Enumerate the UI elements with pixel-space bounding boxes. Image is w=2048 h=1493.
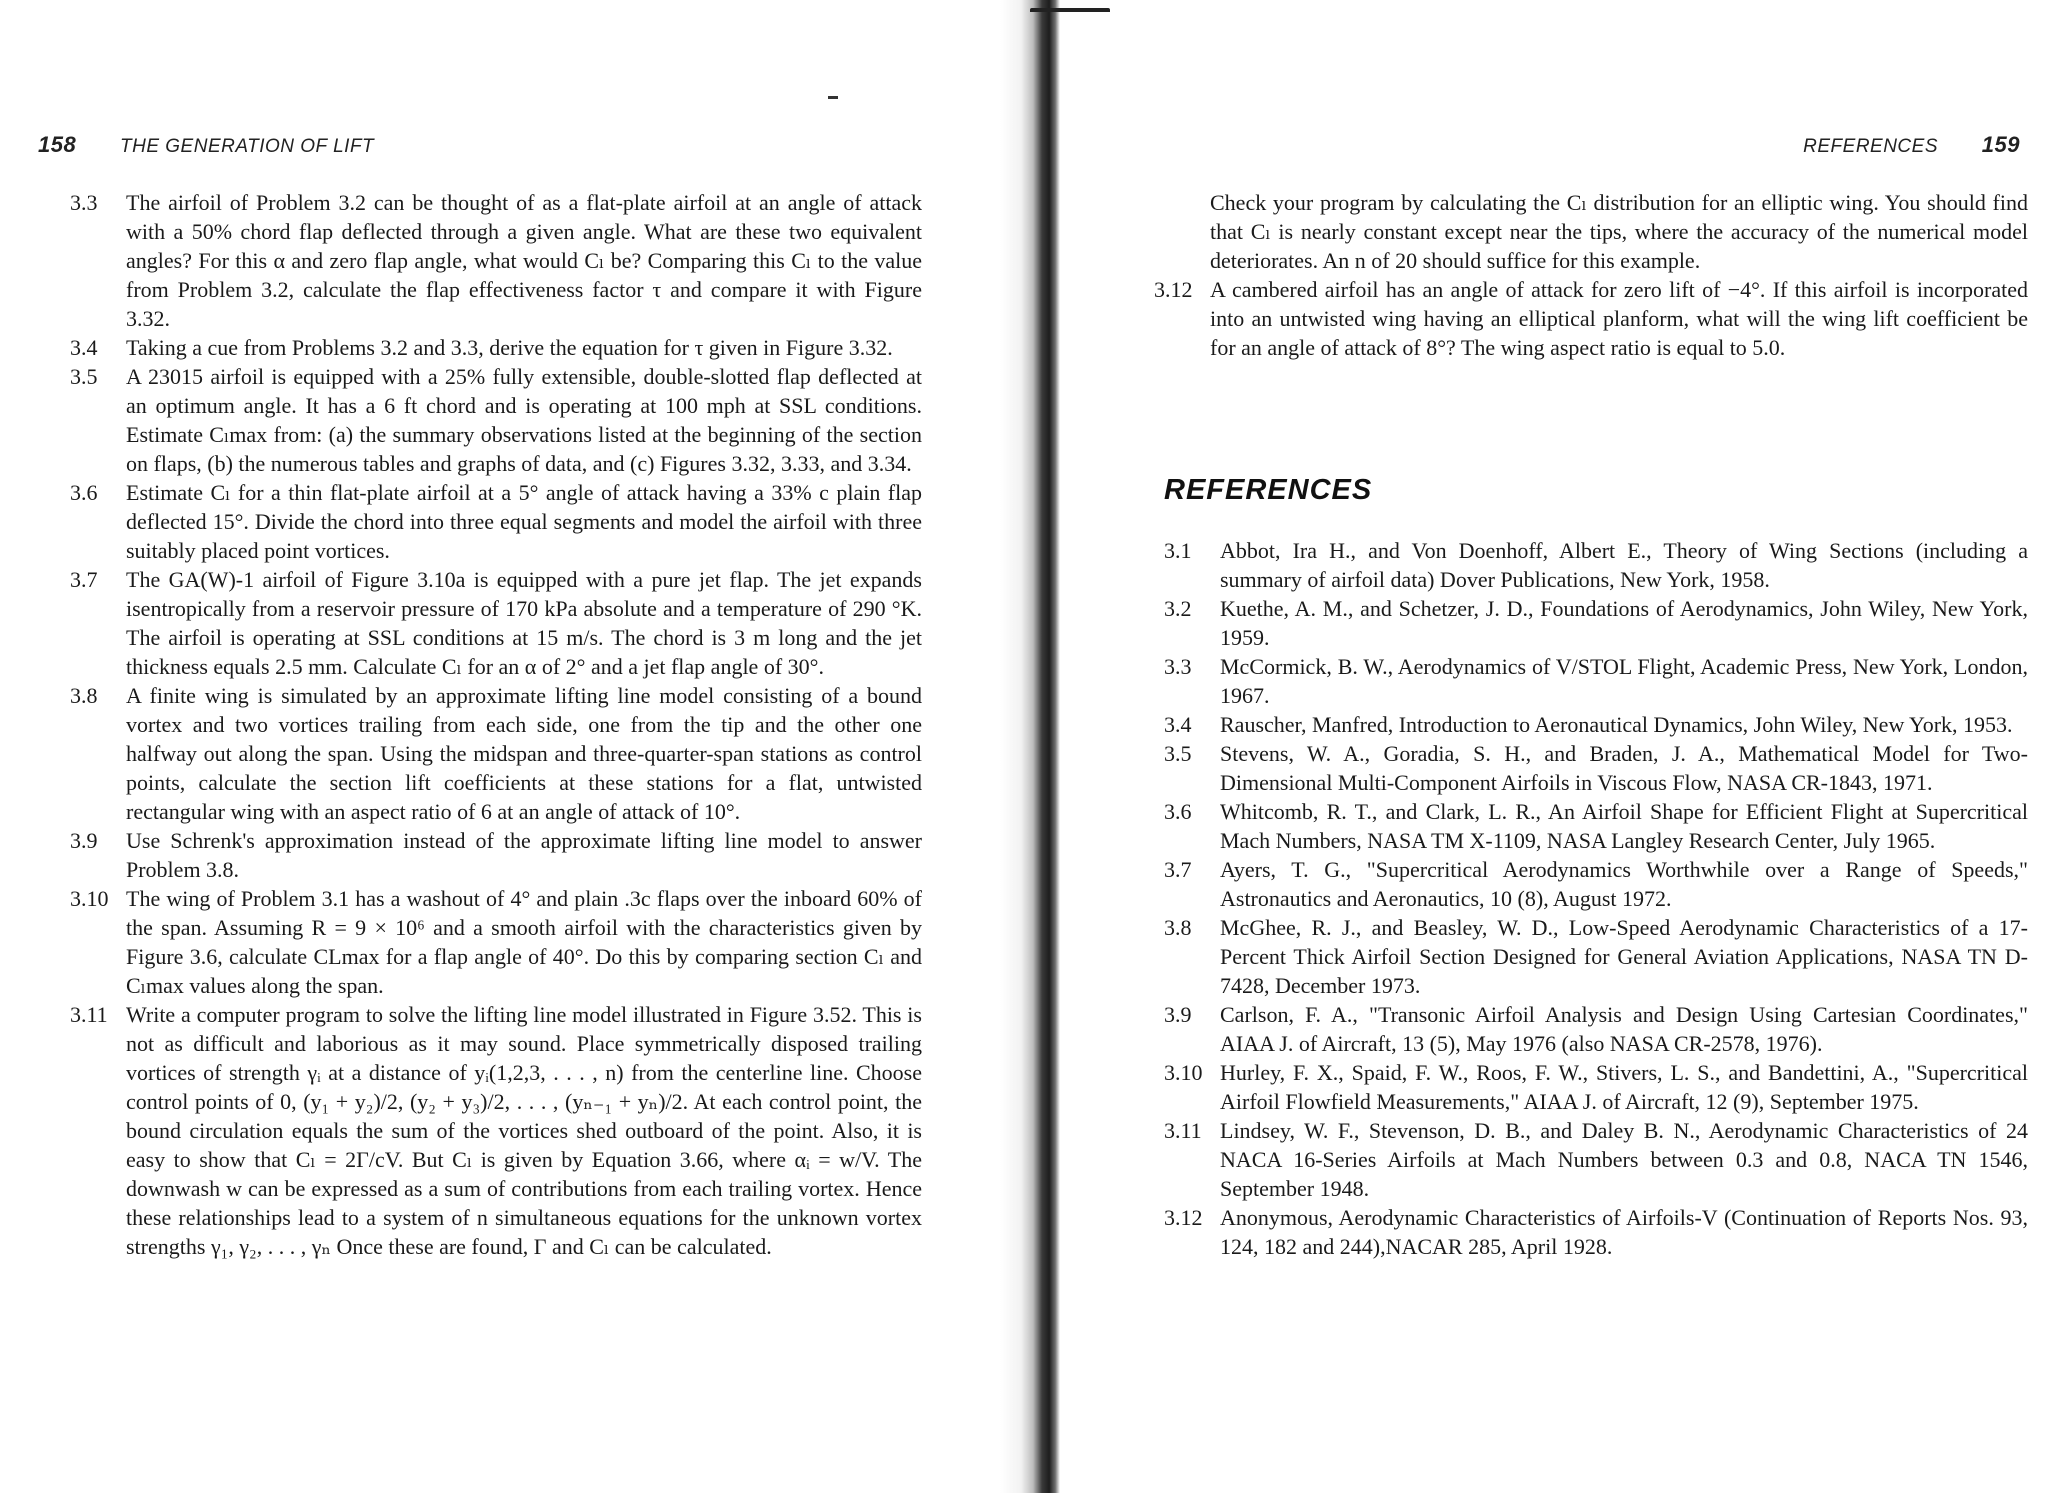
- reference-number: 3.3: [1164, 654, 1192, 679]
- right-page-number: 159: [1981, 132, 2020, 157]
- left-problem-list: [70, 188, 922, 1261]
- reference-text: McGhee, R. J., and Beasley, W. D., Low-Speed Aerodynamic Characteristics of a 17-Percent Thick Airfoil Section Designed for General Aviation Applications, NASA TN D-7428, December 1973.: [1220, 915, 2028, 998]
- reference-item: [1164, 913, 2028, 1000]
- reference-text: Anonymous, Aerodynamic Characteristics of Airfoils-V (Continuation of Reports Nos. 93, 124, 182 and 244),NACAR 285, April 1928.: [1220, 1205, 2028, 1259]
- reference-text: Lindsey, W. F., Stevenson, D. B., and Daley B. N., Aerodynamic Characteristics of 24 NACA 16-Series Airfoils at Mach Numbers between 0.3 and 0.8, NACA TN 1546, September 1948.: [1220, 1118, 2028, 1201]
- reference-text: McCormick, B. W., Aerodynamics of V/STOL Flight, Academic Press, New York, London, 1967.: [1220, 654, 2028, 708]
- reference-text: Ayers, T. G., "Supercritical Aerodynamics Worthwhile over a Range of Speeds," Astronautics and Aeronautics, 10 (8), August 1972.: [1220, 857, 2028, 911]
- problem-number: 3.5: [70, 364, 98, 389]
- reference-item: [1164, 594, 2028, 652]
- reference-number: 3.12: [1164, 1205, 1203, 1230]
- left-running-title: THE GENERATION OF LIFT: [120, 136, 375, 157]
- problem-item: [70, 681, 922, 826]
- reference-item: [1164, 710, 2028, 739]
- reference-number: 3.1: [1164, 538, 1192, 563]
- problem-number: 3.4: [70, 335, 98, 360]
- reference-number: 3.6: [1164, 799, 1192, 824]
- reference-text: Whitcomb, R. T., and Clark, L. R., An Airfoil Shape for Efficient Flight at Supercritical Mach Numbers, NASA TM X-1109, NASA Langley Research Center, July 1965.: [1220, 799, 2028, 853]
- problem-text: The wing of Problem 3.1 has a washout of 4° and plain .3c flaps over the inboard 60% of the span. Assuming R = 9 × 10⁶ and a smooth airfoil with the characteristics given by Figure 3.6, calculate CLmax for a flap angle of 40°. Do this by comparing section Cₗ and Cₗmax values along the span.: [126, 886, 922, 998]
- right-problem-list: [1154, 188, 2028, 362]
- problem-number: 3.8: [70, 683, 98, 708]
- reference-text: Hurley, F. X., Spaid, F. W., Roos, F. W., Stivers, L. S., and Bandettini, A., "Supercritical Airfoil Flowfield Measurements," AIAA J. of Aircraft, 12 (9), September 1975.: [1220, 1060, 2028, 1114]
- problem-item: [70, 362, 922, 478]
- reference-item: [1164, 855, 2028, 913]
- left-page: [0, 0, 1000, 1493]
- problem-number: 3.7: [70, 567, 98, 592]
- problem-text: A cambered airfoil has an angle of attack for zero lift of −4°. If this airfoil is incorporated into an untwisted wing having an elliptical planform, what will the wing lift coefficient be for an angle of attack of 8°? The wing aspect ratio is equal to 5.0.: [1210, 277, 2028, 360]
- problem-number: 3.3: [70, 190, 98, 215]
- problem-item: [70, 1000, 922, 1261]
- reference-item: [1164, 652, 2028, 710]
- problem-item: [70, 884, 922, 1000]
- reference-text: Carlson, F. A., "Transonic Airfoil Analysis and Design Using Cartesian Coordinates," AIAA J. of Aircraft, 13 (5), May 1976 (also NASA CR-2578, 1976).: [1220, 1002, 2028, 1056]
- reference-item: [1164, 536, 2028, 594]
- reference-item: [1164, 797, 2028, 855]
- left-page-number: 158: [38, 132, 77, 157]
- problem-text: Taking a cue from Problems 3.2 and 3.3, derive the equation for τ given in Figure 3.32.: [126, 335, 893, 360]
- reference-number: 3.8: [1164, 915, 1192, 940]
- reference-number: 3.10: [1164, 1060, 1203, 1085]
- problem-text: Write a computer program to solve the lifting line model illustrated in Figure 3.52. This is not as difficult and laborious as it may sound. Place symmetrically disposed trailing vortices of strength γᵢ at a distance of yᵢ(1,2,3, . . . , n) from the centerline line. Choose control points of 0, (y₁ + y₂)/2, (y₂ + y₃)/2, . . . , (yₙ₋₁ + yₙ)/2. At each control point, the bound circulation equals the sum of the vortices shed outboard of the point. Also, it is easy to show that Cₗ = 2Γ/cV. But Cₗ is given by Equation 3.66, where αᵢ = w/V. The downwash w can be expressed as a sum of contributions from each trailing vortex. Hence these relationships lead to a system of n simultaneous equations for the unknown vortex strengths γ₁, γ₂, . . . , γₙ Once these are found, Γ and Cₗ can be calculated.: [126, 1002, 922, 1259]
- problem-item: [70, 333, 922, 362]
- problem-item: [70, 565, 922, 681]
- right-running-head: [1803, 132, 2020, 158]
- reference-text: Abbot, Ira H., and Von Doenhoff, Albert E., Theory of Wing Sections (including a summary of airfoil data) Dover Publications, New York, 1958.: [1220, 538, 2028, 592]
- reference-item: [1164, 1058, 2028, 1116]
- reference-number: 3.2: [1164, 596, 1192, 621]
- right-page: [1060, 0, 2048, 1493]
- reference-text: Rauscher, Manfred, Introduction to Aeronautical Dynamics, John Wiley, New York, 1953.: [1220, 712, 2013, 737]
- reference-number: 3.7: [1164, 857, 1192, 882]
- problem-text: A 23015 airfoil is equipped with a 25% fully extensible, double-slotted flap deflected at an optimum angle. It has a 6 ft chord and is operating at 100 mph at SSL conditions. Estimate Cₗmax from: (a) the summary observations listed at the beginning of the section on flaps, (b) the numerous tables and graphs of data, and (c) Figures 3.32, 3.33, and 3.34.: [126, 364, 922, 476]
- problem-text: Use Schrenk's approximation instead of the approximate lifting line model to answer Problem 3.8.: [126, 828, 922, 882]
- reference-item: [1164, 1203, 2028, 1261]
- reference-item: [1164, 1116, 2028, 1203]
- reference-number: 3.11: [1164, 1118, 1202, 1143]
- problem-item: [1154, 275, 2028, 362]
- reference-item: [1164, 739, 2028, 797]
- problem-number: 3.11: [70, 1002, 108, 1027]
- left-running-head: [38, 132, 374, 158]
- problem-text: A finite wing is simulated by an approximate lifting line model consisting of a bound vortex and two vortices trailing from each side, one from the tip and the other one halfway out along the span. Using the midspan and three-quarter-span stations as control points, calculate the section lift coefficients at these stations for a flat, untwisted rectangular wing with an aspect ratio of 6 at an angle of attack of 10°.: [126, 683, 922, 824]
- problem-continuation: [1154, 188, 2028, 275]
- problem-item: [70, 826, 922, 884]
- problem-number: 3.9: [70, 828, 98, 853]
- reference-number: 3.4: [1164, 712, 1192, 737]
- problem-text: The GA(W)-1 airfoil of Figure 3.10a is equipped with a pure jet flap. The jet expands isentropically from a reservoir pressure of 170 kPa absolute and a temperature of 290 °K. The airfoil is operating at SSL conditions at 15 m/s. The chord is 3 m long and the jet thickness equals 2.5 mm. Calculate Cₗ for an α of 2° and a jet flap angle of 30°.: [126, 567, 922, 679]
- problem-text: Estimate Cₗ for a thin flat-plate airfoil at a 5° angle of attack having a 33% c plain flap deflected 15°. Divide the chord into three equal segments and model the airfoil with three suitably placed point vortices.: [126, 480, 922, 563]
- problem-number: 3.6: [70, 480, 98, 505]
- problem-item: [70, 478, 922, 565]
- reference-number: 3.9: [1164, 1002, 1192, 1027]
- reference-number: 3.5: [1164, 741, 1192, 766]
- continuation-text: Check your program by calculating the Cₗ distribution for an elliptic wing. You should find that Cₗ is nearly constant except near the tips, where the accuracy of the numerical model deteriorates. An n of 20 should suffice for this example.: [1210, 190, 2028, 273]
- problem-number: 3.10: [70, 886, 109, 911]
- right-running-title: REFERENCES: [1803, 136, 1938, 157]
- problem-text: The airfoil of Problem 3.2 can be thought of as a flat-plate airfoil at an angle of attack with a 50% chord flap deflected through a given angle. What are these two equivalent angles? For this α and zero flap angle, what would Cₗ be? Comparing this Cₗ to the value from Problem 3.2, calculate the flap effectiveness factor τ and compare it with Figure 3.32.: [126, 190, 922, 331]
- problem-number: 3.12: [1154, 277, 1193, 302]
- book-gutter: [1000, 0, 1060, 1493]
- reference-text: Stevens, W. A., Goradia, S. H., and Braden, J. A., Mathematical Model for Two-Dimensional Multi-Component Airfoils in Viscous Flow, NASA CR-1843, 1971.: [1220, 741, 2028, 795]
- reference-list: [1164, 536, 2028, 1261]
- problem-item: [70, 188, 922, 333]
- reference-item: [1164, 1000, 2028, 1058]
- reference-text: Kuethe, A. M., and Schetzer, J. D., Foundations of Aerodynamics, John Wiley, New York, 1959.: [1220, 596, 2028, 650]
- references-heading: REFERENCES: [1164, 474, 1373, 506]
